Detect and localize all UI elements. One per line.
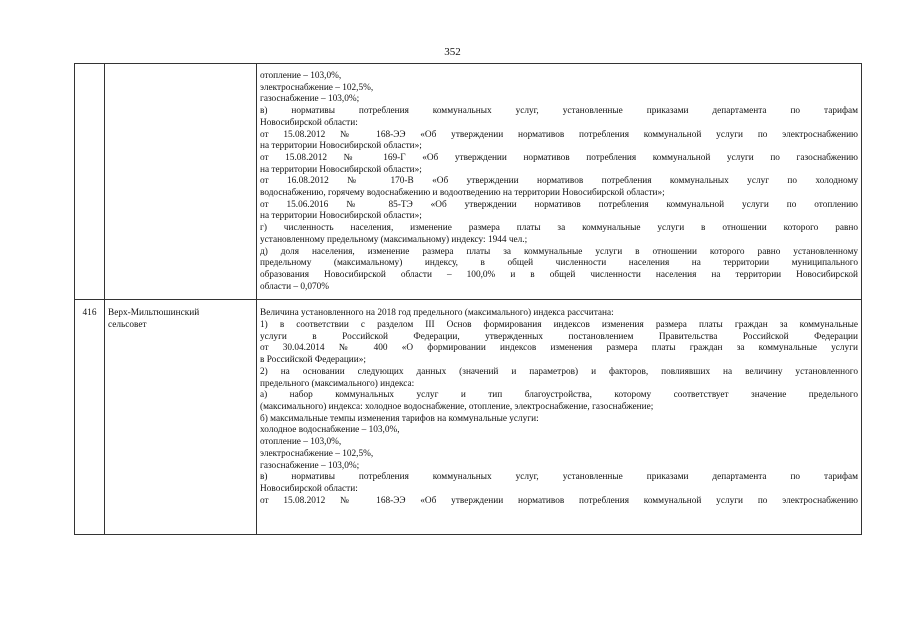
text-line: газоснабжение – 103,0%; bbox=[260, 94, 360, 105]
text-line: Новосибирской области: bbox=[260, 117, 358, 128]
text-line: в) нормативы потребления коммунальных услуг, установленные приказами департамента по тарифам bbox=[260, 472, 858, 483]
text-line: от 15.08.2012 № 168-ЭЭ «Об утверждении нормативов потребления коммунальной услуги по электроснабжению bbox=[260, 129, 858, 140]
table-row bbox=[75, 300, 862, 535]
text-line: области – 0,070% bbox=[260, 281, 330, 292]
text-line: д) доля населения, изменение размера платы за коммунальные услуги в отношении которого равно установленному bbox=[260, 246, 858, 257]
text-line: холодное водоснабжение – 103,0%, bbox=[260, 425, 400, 436]
text-line: от 30.04.2014 № 400 «О формировании индексов изменения размера платы граждан за коммунальные услуги bbox=[260, 343, 858, 354]
municipality-name-cell bbox=[105, 300, 257, 535]
text-line: на территории Новосибирской области»; bbox=[260, 211, 422, 222]
text-line: от 15.08.2012 № 168-ЭЭ «Об утверждении нормативов потребления коммунальной услуги по электроснабжению bbox=[260, 495, 858, 506]
text-line: 2) на основании следующих данных (значений и параметров) и факторов, повлиявших на величину установленного bbox=[260, 366, 858, 377]
text-line: электроснабжение – 102,5%, bbox=[260, 82, 374, 93]
text-line: образования Новосибирской области – 100,0% и в общей численности населения на территории Новосибирской bbox=[260, 269, 858, 280]
text-line: предельному (максимальному) индексу, в общей численности населения на территории муниципального bbox=[260, 258, 858, 269]
text-line: электроснабжение – 102,5%, bbox=[260, 448, 374, 459]
text-line: Новосибирской области: bbox=[260, 483, 358, 494]
text-line: г) численность населения, изменение размера платы за коммунальные услуги в отношении которого равно bbox=[260, 223, 858, 234]
municipality-name-line: сельсовет bbox=[108, 320, 147, 331]
text-line: на территории Новосибирской области»; bbox=[260, 141, 422, 152]
text-line: 1) в соответствии с разделом III Основ формирования индексов изменения размера платы граждан за коммунальные bbox=[260, 320, 858, 331]
table-row bbox=[75, 64, 862, 300]
text-line: а) набор коммунальных услуг и тип благоустройства, которому соответствует значение предельного bbox=[260, 390, 858, 401]
municipality-name-cell bbox=[105, 64, 257, 300]
text-line: (максимального) индекса: холодное водоснабжение, отопление, электроснабжение, газоснабжение; bbox=[260, 401, 654, 412]
text-line: установленному предельному (максимальному) индексу: 1944 чел.; bbox=[260, 234, 528, 245]
municipality-name-line: Верх-Мильтюшинский bbox=[108, 308, 200, 319]
text-line: отопление – 103,0%, bbox=[260, 71, 342, 81]
text-line: в Российской Федерации»; bbox=[260, 355, 366, 366]
justification-text-cell bbox=[257, 300, 862, 535]
text-line: от 16.08.2012 № 170-В «Об утверждении нормативов потребления коммунальных услуг по холодному bbox=[260, 176, 858, 187]
row-number-cell: 416 bbox=[75, 300, 105, 535]
text-line: в) нормативы потребления коммунальных услуг, установленные приказами департамента по тарифам bbox=[260, 106, 858, 117]
text-line: от 15.06.2016 № 85-ТЭ «Об утверждении нормативов потребления коммунальной услуги по отоплению bbox=[260, 199, 858, 210]
text-line: б) максимальные темпы изменения тарифов на коммунальные услуги: bbox=[260, 413, 539, 424]
text-line: водоснабжению, горячему водоснабжению и водоотведению на территории Новосибирской области»; bbox=[260, 188, 665, 199]
text-line: на территории Новосибирской области»; bbox=[260, 164, 422, 175]
justification-text-cell bbox=[257, 64, 862, 300]
row-number-cell bbox=[75, 64, 105, 300]
text-line: предельного (максимального) индекса: bbox=[260, 378, 415, 389]
text-line: от 15.08.2012 № 169-Г «Об утверждении нормативов потребления коммунальной услуги по газоснабжению bbox=[260, 152, 858, 163]
text-line: услуги в Российской Федерации, утвержденных постановлением Правительства Российской Федерации bbox=[260, 331, 858, 342]
text-line: Величина установленного на 2018 год предельного (максимального) индекса рассчитана: bbox=[260, 308, 614, 319]
text-line: газоснабжение – 103,0%; bbox=[260, 460, 360, 471]
page-number: 352 bbox=[444, 46, 461, 58]
tariff-index-table bbox=[74, 63, 862, 535]
text-line: отопление – 103,0%, bbox=[260, 437, 342, 448]
